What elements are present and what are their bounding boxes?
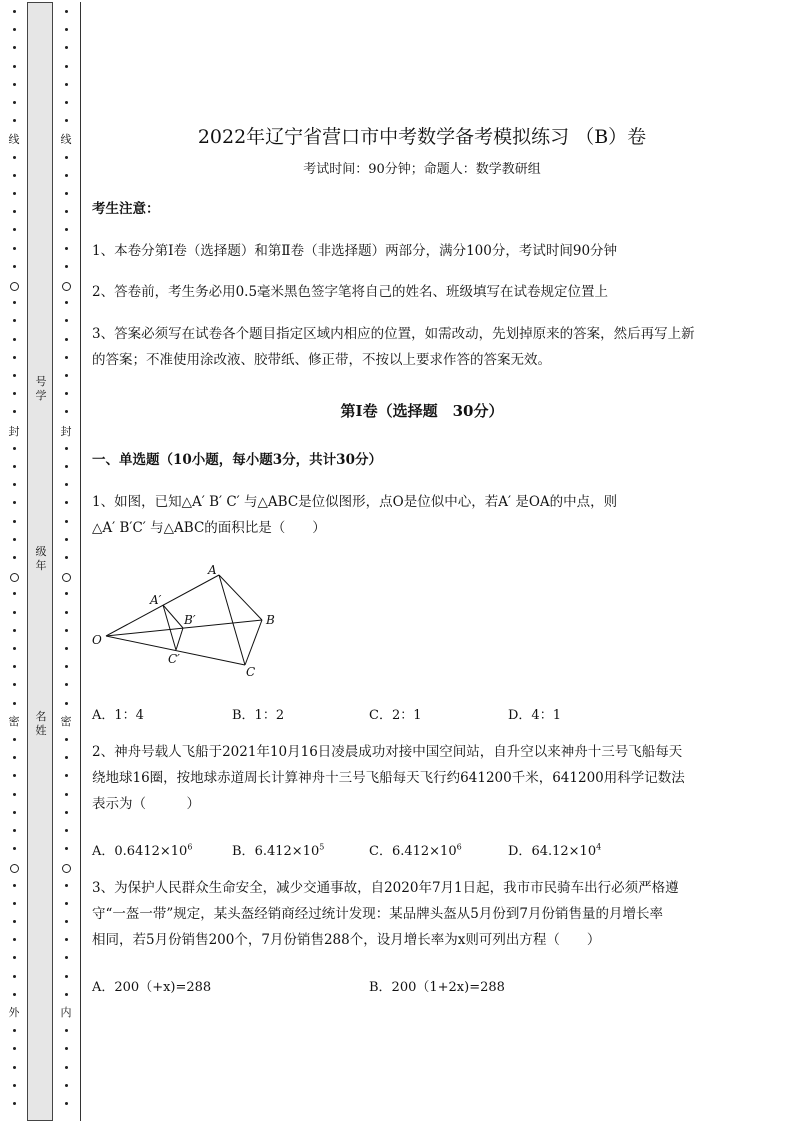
inner-cut-label: 内 bbox=[60, 1006, 72, 1019]
part-heading: 一、单选题（10小题，每小题3分，共计30分） bbox=[92, 452, 382, 468]
outer-dot bbox=[13, 956, 16, 959]
q1-line2: △A′ B′C′ 与△ABC的面积比是（ ） bbox=[92, 520, 326, 536]
label-B: B bbox=[266, 613, 275, 627]
exam-title: 2022年辽宁省营口市中考数学备考模拟练习 （B）卷 bbox=[197, 126, 647, 148]
outer-dot bbox=[13, 247, 16, 250]
outer-cut-label: 封 bbox=[8, 425, 20, 438]
q3-line3: 相同，若5月份销售200个，7月份销售288个，设月增长率为x则可列出方程（ ） bbox=[92, 932, 601, 948]
outer-dot bbox=[13, 210, 16, 213]
inner-dot bbox=[65, 829, 68, 832]
inner-dot bbox=[65, 319, 68, 322]
outer-dot bbox=[13, 829, 16, 832]
outer-dot bbox=[13, 683, 16, 686]
outer-dot bbox=[13, 884, 16, 887]
outer-dot bbox=[13, 447, 16, 450]
outer-dot bbox=[13, 1066, 16, 1069]
outer-dot bbox=[13, 702, 16, 705]
inner-dot bbox=[65, 538, 68, 541]
outer-dot bbox=[13, 592, 16, 595]
inner-dot bbox=[65, 192, 68, 195]
label-B1: B′ bbox=[184, 613, 196, 627]
q1-figure bbox=[92, 562, 292, 682]
inner-dot bbox=[65, 447, 68, 450]
inner-dot bbox=[65, 392, 68, 395]
inner-dot bbox=[65, 756, 68, 759]
q2-line2: 绕地球16圈，按地球赤道周长计算神舟十三号飞船每天飞行约641200千米，641200用科学记数法 bbox=[92, 770, 685, 786]
inner-dot bbox=[65, 592, 68, 595]
student-info-strip bbox=[27, 2, 53, 1121]
outer-dot bbox=[13, 483, 16, 486]
label-O: O bbox=[92, 633, 102, 647]
outer-dot bbox=[13, 319, 16, 322]
q3-line1: 3、为保护人民群众生命安全，减少交通事故，自2020年7月1日起，我市市民骑车出行必须严格遵 bbox=[92, 880, 679, 896]
outer-dot bbox=[13, 538, 16, 541]
q1-option-c[interactable]: C．2：1 bbox=[369, 708, 422, 723]
outer-dot bbox=[13, 392, 16, 395]
outer-dot bbox=[13, 520, 16, 523]
notice-item-3-line2: 的答案；不准使用涂改液、胶带纸、修正带，不按以上要求作答的答案无效。 bbox=[92, 352, 551, 368]
outer-dot bbox=[13, 811, 16, 814]
q2-option-a[interactable]: A．$0.6412\times 10^6$ bbox=[92, 842, 193, 859]
inner-dot bbox=[65, 1029, 68, 1032]
student-id-label: 号 学 bbox=[35, 375, 47, 402]
outer-dot bbox=[13, 738, 16, 741]
inner-dot bbox=[65, 374, 68, 377]
outer-circle-mark bbox=[10, 282, 19, 291]
outer-cut-label: 外 bbox=[8, 1006, 20, 1019]
outer-dot bbox=[13, 993, 16, 996]
inner-cut-label: 线 bbox=[60, 133, 72, 146]
outer-dot bbox=[13, 174, 16, 177]
q1-option-b[interactable]: B．1：2 bbox=[232, 708, 285, 723]
inner-dot bbox=[65, 1084, 68, 1087]
notice-item-1: 1、本卷分第I卷（选择题）和第Ⅱ卷（非选择题）两部分，满分100分，考试时间90分钟 bbox=[92, 243, 618, 259]
inner-dot bbox=[65, 956, 68, 959]
inner-circle-mark bbox=[62, 864, 71, 873]
q3-line2: 守“一盔一带”规定，某头盔经销商经过统计发现：某品牌头盔从5月份到7月份销售量的月增长率 bbox=[92, 906, 663, 922]
label-C1: C′ bbox=[168, 652, 180, 666]
outer-dot bbox=[13, 465, 16, 468]
inner-dot bbox=[65, 247, 68, 250]
inner-dot bbox=[65, 83, 68, 86]
exam-subtitle: 考试时间：90分钟；命题人：数学教研组 bbox=[303, 162, 541, 177]
inner-dot bbox=[65, 501, 68, 504]
grade-label: 级 年 bbox=[35, 545, 47, 572]
outer-dot bbox=[13, 356, 16, 359]
inner-cut-label: 密 bbox=[60, 715, 72, 728]
label-A: A bbox=[208, 563, 217, 577]
outer-dot bbox=[13, 228, 16, 231]
outer-dot bbox=[13, 192, 16, 195]
binding-margin-outer bbox=[4, 0, 26, 1123]
section-title: 第I卷（选择题 30分） bbox=[340, 402, 504, 420]
outer-dot bbox=[13, 338, 16, 341]
outer-dot bbox=[13, 410, 16, 413]
inner-dot bbox=[65, 647, 68, 650]
outer-dot bbox=[13, 374, 16, 377]
outer-dot bbox=[13, 1102, 16, 1105]
inner-dot bbox=[65, 629, 68, 632]
inner-dot bbox=[65, 611, 68, 614]
inner-dot bbox=[65, 465, 68, 468]
outer-dot bbox=[13, 647, 16, 650]
outer-dot bbox=[13, 501, 16, 504]
outer-dot bbox=[13, 301, 16, 304]
outer-dot bbox=[13, 46, 16, 49]
outer-dot bbox=[13, 920, 16, 923]
inner-dot bbox=[65, 1102, 68, 1105]
inner-dot bbox=[65, 65, 68, 68]
outer-dot bbox=[13, 902, 16, 905]
q3-option-b[interactable]: B．200（1+2x)=288 bbox=[369, 980, 505, 995]
inner-dot bbox=[65, 156, 68, 159]
outer-dot bbox=[13, 1029, 16, 1032]
outer-dot bbox=[13, 556, 16, 559]
name-label: 名 姓 bbox=[35, 710, 47, 737]
q1-line1: 1、如图，已知△A′ B′ C′ 与△ABC是位似图形，点O是位似中心，若A′ 是OA的中点，则 bbox=[92, 494, 618, 510]
outer-dot bbox=[13, 1084, 16, 1087]
inner-dot bbox=[65, 1066, 68, 1069]
inner-dot bbox=[65, 265, 68, 268]
label-A1: A′ bbox=[150, 593, 162, 607]
inner-circle-mark bbox=[62, 573, 71, 582]
edge-O-A bbox=[106, 575, 219, 636]
q2-option-c[interactable]: C．$6.412\times 10^6$ bbox=[369, 842, 462, 859]
inner-dot bbox=[65, 301, 68, 304]
inner-dot bbox=[65, 228, 68, 231]
outer-dot bbox=[13, 665, 16, 668]
inner-dot bbox=[65, 483, 68, 486]
inner-dot bbox=[65, 993, 68, 996]
outer-cut-label: 密 bbox=[8, 715, 20, 728]
inner-dot bbox=[65, 10, 68, 13]
inner-circle-mark bbox=[62, 282, 71, 291]
inner-dot bbox=[65, 902, 68, 905]
inner-dot bbox=[65, 793, 68, 796]
inner-dot bbox=[65, 774, 68, 777]
notice-item-2: 2、答卷前，考生务必用0.5毫米黑色签字笔将自己的姓名、班级填写在试卷规定位置上 bbox=[92, 284, 609, 300]
edge-B-C bbox=[245, 620, 262, 665]
outer-dot bbox=[13, 265, 16, 268]
outer-dot bbox=[13, 10, 16, 13]
inner-dot bbox=[65, 847, 68, 850]
outer-dot bbox=[13, 101, 16, 104]
binding-margin-inner bbox=[56, 0, 78, 1123]
q1-option-d[interactable]: D．4：1 bbox=[508, 708, 561, 723]
notice-item-3-line1: 3、答案必须写在试卷各个题目指定区域内相应的位置，如需改动，先划掉原来的答案，然后再写上新 bbox=[92, 326, 695, 342]
inner-dot bbox=[65, 811, 68, 814]
inner-dot bbox=[65, 210, 68, 213]
outer-dot bbox=[13, 756, 16, 759]
outer-circle-mark bbox=[10, 573, 19, 582]
inner-dot bbox=[65, 975, 68, 978]
inner-dot bbox=[65, 884, 68, 887]
label-C: C bbox=[246, 665, 256, 679]
inner-dot bbox=[65, 356, 68, 359]
outer-dot bbox=[13, 774, 16, 777]
outer-dot bbox=[13, 1047, 16, 1050]
q1-option-a[interactable]: A．1：4 bbox=[92, 708, 144, 723]
inner-dot bbox=[65, 683, 68, 686]
inner-dot bbox=[65, 119, 68, 122]
inner-dot bbox=[65, 702, 68, 705]
outer-dot bbox=[13, 83, 16, 86]
inner-dot bbox=[65, 46, 68, 49]
q2-option-b[interactable]: B．$6.412\times 10^5$ bbox=[232, 842, 325, 859]
outer-dot bbox=[13, 847, 16, 850]
outer-dot bbox=[13, 611, 16, 614]
inner-dot bbox=[65, 738, 68, 741]
outer-dot bbox=[13, 793, 16, 796]
inner-cut-label: 封 bbox=[60, 425, 72, 438]
inner-dot bbox=[65, 520, 68, 523]
inner-dot bbox=[65, 338, 68, 341]
outer-cut-label: 线 bbox=[8, 133, 20, 146]
inner-dot bbox=[65, 920, 68, 923]
inner-dot bbox=[65, 410, 68, 413]
inner-dot bbox=[65, 1047, 68, 1050]
outer-dot bbox=[13, 975, 16, 978]
inner-dot bbox=[65, 28, 68, 31]
outer-dot bbox=[13, 156, 16, 159]
edge-B1-C1 bbox=[176, 628, 183, 650]
q3-option-a[interactable]: A．200（+x)=288 bbox=[92, 980, 212, 995]
outer-circle-mark bbox=[10, 864, 19, 873]
outer-dot bbox=[13, 629, 16, 632]
inner-dot bbox=[65, 665, 68, 668]
q2-line1: 2、神舟号载人飞船于2021年10月16日凌晨成功对接中国空间站，自升空以来神舟十三号飞船每天 bbox=[92, 744, 683, 760]
inner-dot bbox=[65, 556, 68, 559]
q2-line3: 表示为（ ） bbox=[92, 796, 200, 812]
inner-dot bbox=[65, 938, 68, 941]
outer-dot bbox=[13, 119, 16, 122]
notice-heading: 考生注意： bbox=[92, 201, 160, 217]
outer-dot bbox=[13, 938, 16, 941]
inner-dot bbox=[65, 101, 68, 104]
q2-option-d[interactable]: D．$64.12\times 10^4$ bbox=[508, 842, 602, 859]
inner-dot bbox=[65, 174, 68, 177]
binding-divider-line bbox=[80, 2, 81, 1121]
outer-dot bbox=[13, 28, 16, 31]
outer-dot bbox=[13, 65, 16, 68]
